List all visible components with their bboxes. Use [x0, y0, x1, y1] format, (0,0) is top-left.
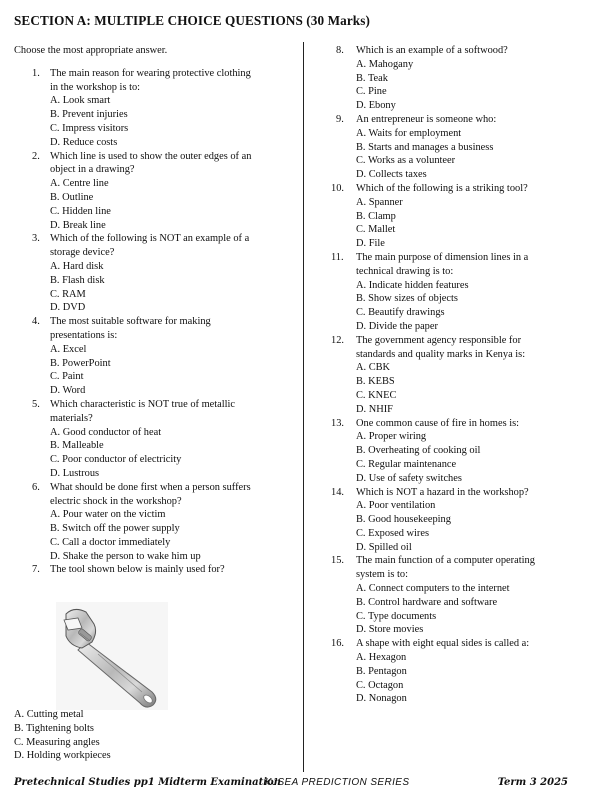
- answer-option: D. Use of safety switches: [356, 472, 462, 484]
- question-number: 16.: [331, 638, 344, 650]
- answer-option: B. Pentagon: [356, 665, 407, 677]
- answer-option: A. Waits for employment: [356, 127, 462, 139]
- answer-option: B. Flash disk: [50, 274, 105, 286]
- question-text: The main purpose of dimension lines in a: [356, 251, 529, 263]
- question-number: 8.: [336, 45, 344, 56]
- answer-option: C. Hidden line: [50, 205, 111, 217]
- footer-exam-name: Pretechnical Studies pp1 Midterm Examination: [14, 777, 281, 788]
- answer-option: C. Mallet: [356, 224, 396, 236]
- answer-option: C. Paint: [50, 371, 84, 383]
- answer-option: B. Teak: [356, 72, 388, 84]
- answer-option: A. Indicate hidden features: [356, 279, 469, 291]
- question-text: The tool shown below is mainly used for?: [50, 564, 225, 576]
- q7-option: C. Measuring angles: [14, 736, 100, 748]
- right-column: [331, 44, 606, 706]
- answer-option: C. Beautify drawings: [356, 307, 445, 319]
- answer-option: C. Type documents: [356, 610, 437, 622]
- answer-option: A. Spanner: [356, 196, 403, 208]
- left-question-list: [14, 67, 300, 577]
- question-number: 11.: [331, 251, 344, 263]
- question-item: [336, 113, 606, 182]
- answer-option: D. Spilled oil: [356, 541, 412, 553]
- question-item: [14, 67, 300, 150]
- question-text: electric shock in the workshop?: [50, 495, 182, 507]
- answer-option: A. Mahogany: [356, 58, 414, 70]
- answer-option: C. Works as a volunteer: [356, 155, 456, 167]
- answer-option: C. Poor conductor of electricity: [50, 454, 182, 466]
- answer-option: A. Hard disk: [50, 260, 104, 272]
- answer-option: B. Overheating of cooking oil: [356, 445, 481, 457]
- instruction-text: Choose the most appropriate answer.: [14, 45, 168, 56]
- question-number: 14.: [331, 486, 344, 498]
- question-number: 2.: [32, 150, 40, 162]
- question-text: storage device?: [50, 247, 115, 259]
- question-text: The main function of a computer operating: [356, 555, 535, 567]
- answer-option: C. KNEC: [356, 389, 397, 401]
- question-text: The main reason for wearing protective clothing: [50, 67, 251, 79]
- answer-option: D. File: [356, 238, 385, 250]
- question-item: [14, 481, 300, 564]
- answer-option: B. Switch off the power supply: [50, 523, 180, 535]
- q7-option: A. Cutting metal: [14, 709, 84, 720]
- answer-option: C. Octagon: [356, 679, 404, 691]
- question-item: [331, 417, 606, 486]
- answer-option: D. Store movies: [356, 624, 424, 636]
- question-text: Which characteristic is NOT true of metallic: [50, 398, 236, 410]
- question-text: in the workshop is to:: [50, 81, 141, 93]
- answer-option: B. Clamp: [356, 210, 396, 222]
- answer-option: A. Centre line: [50, 178, 109, 190]
- answer-option: D. NHIF: [356, 403, 393, 415]
- question-number: 6.: [32, 481, 40, 493]
- question-text: materials?: [50, 412, 93, 424]
- question-text: object in a drawing?: [50, 164, 135, 176]
- page-footer: [14, 777, 598, 791]
- answer-option: C. Regular maintenance: [356, 458, 457, 470]
- question-item: [331, 637, 606, 706]
- question-text: system is to:: [356, 569, 408, 581]
- question-item: [14, 232, 300, 315]
- answer-option: B. Control hardware and software: [356, 596, 498, 608]
- answer-option: B. Show sizes of objects: [356, 293, 458, 305]
- answer-option: D. Break line: [50, 219, 106, 231]
- question-number: 4.: [32, 316, 40, 328]
- answer-option: B. KEBS: [356, 376, 395, 388]
- question-item: [331, 334, 606, 417]
- right-question-list: [331, 44, 606, 706]
- question-item: [14, 563, 300, 577]
- question-text: The most suitable software for making: [50, 316, 211, 328]
- question-item: [336, 44, 606, 113]
- question-item: [14, 150, 300, 233]
- question-item: [14, 315, 300, 398]
- question-text: The government agency responsible for: [356, 334, 522, 346]
- section-title: SECTION A: MULTIPLE CHOICE QUESTIONS (30 Marks): [14, 13, 370, 28]
- answer-option: C. Exposed wires: [356, 527, 430, 539]
- question-text: presentations is:: [50, 329, 118, 341]
- question-number: 5.: [32, 398, 40, 410]
- question-item: [331, 251, 606, 334]
- answer-option: C. Pine: [356, 86, 387, 98]
- answer-option: A. Connect computers to the internet: [356, 583, 510, 595]
- answer-option: D. Ebony: [356, 100, 396, 112]
- answer-option: C. Call a doctor immediately: [50, 536, 171, 548]
- question-number: 13.: [331, 417, 344, 429]
- answer-option: D. Reduce costs: [50, 136, 118, 148]
- answer-option: D. DVD: [50, 302, 86, 314]
- left-column: [14, 44, 300, 577]
- answer-option: B. PowerPoint: [50, 357, 111, 369]
- footer-series: KJSEA PREDICTION SERIES: [265, 777, 410, 788]
- column-divider: [303, 42, 304, 772]
- answer-option: D. Nonagon: [356, 693, 407, 705]
- question-text: Which is NOT a hazard in the workshop?: [356, 486, 529, 498]
- question-number: 15.: [331, 555, 344, 567]
- answer-option: A. Look smart: [50, 95, 111, 107]
- question-number: 1.: [32, 67, 40, 79]
- adjustable-wrench-image: [56, 602, 168, 710]
- answer-option: A. Proper wiring: [356, 431, 427, 443]
- question-text: Which of the following is NOT an example of a: [50, 233, 250, 245]
- question-text: Which is an example of a softwood?: [356, 45, 508, 56]
- answer-option: A. Pour water on the victim: [50, 509, 166, 521]
- question-text: What should be done first when a person suffers: [50, 481, 251, 493]
- answer-option: D. Lustrous: [50, 467, 100, 479]
- answer-option: C. RAM: [50, 288, 86, 300]
- answer-option: A. Good conductor of heat: [50, 426, 162, 438]
- question-text: One common cause of fire in homes is:: [356, 417, 520, 429]
- question-text: A shape with eight equal sides is called a:: [356, 638, 530, 650]
- answer-option: C. Impress visitors: [50, 122, 129, 134]
- answer-option: B. Outline: [50, 191, 94, 203]
- answer-option: B. Prevent injuries: [50, 109, 128, 121]
- question-number: 10.: [331, 182, 344, 194]
- answer-option: B. Starts and manages a business: [356, 141, 494, 153]
- answer-option: D. Divide the paper: [356, 320, 438, 332]
- answer-option: B. Good housekeeping: [356, 514, 451, 526]
- answer-option: A. Poor ventilation: [356, 500, 436, 512]
- question-text: standards and quality marks in Kenya is:: [356, 348, 526, 360]
- answer-option: A. CBK: [356, 362, 391, 374]
- q7-option: B. Tightening bolts: [14, 722, 94, 734]
- question-text: An entrepreneur is someone who:: [356, 113, 497, 125]
- question-text: Which line is used to show the outer edges of an: [50, 150, 252, 162]
- question-item: [14, 398, 300, 481]
- question-number: 9.: [336, 113, 344, 125]
- question-item: [331, 486, 606, 555]
- q7-options: [14, 708, 111, 763]
- question-number: 12.: [331, 334, 344, 346]
- question-item: [331, 182, 606, 251]
- question-item: [331, 554, 606, 637]
- answer-option: A. Hexagon: [356, 652, 407, 664]
- answer-option: A. Excel: [50, 343, 87, 355]
- question-number: 7.: [32, 564, 40, 576]
- question-text: technical drawing is to:: [356, 265, 454, 277]
- answer-option: D. Word: [50, 385, 86, 397]
- wrench-icon: [56, 602, 168, 710]
- footer-term: Term 3 2025: [497, 777, 568, 788]
- question-number: 3.: [32, 233, 40, 245]
- question-text: Which of the following is a striking tool?: [356, 182, 528, 194]
- q7-option: D. Holding workpieces: [14, 750, 111, 762]
- answer-option: B. Malleable: [50, 440, 104, 452]
- answer-option: D. Collects taxes: [356, 169, 427, 181]
- answer-option: D. Shake the person to wake him up: [50, 550, 201, 562]
